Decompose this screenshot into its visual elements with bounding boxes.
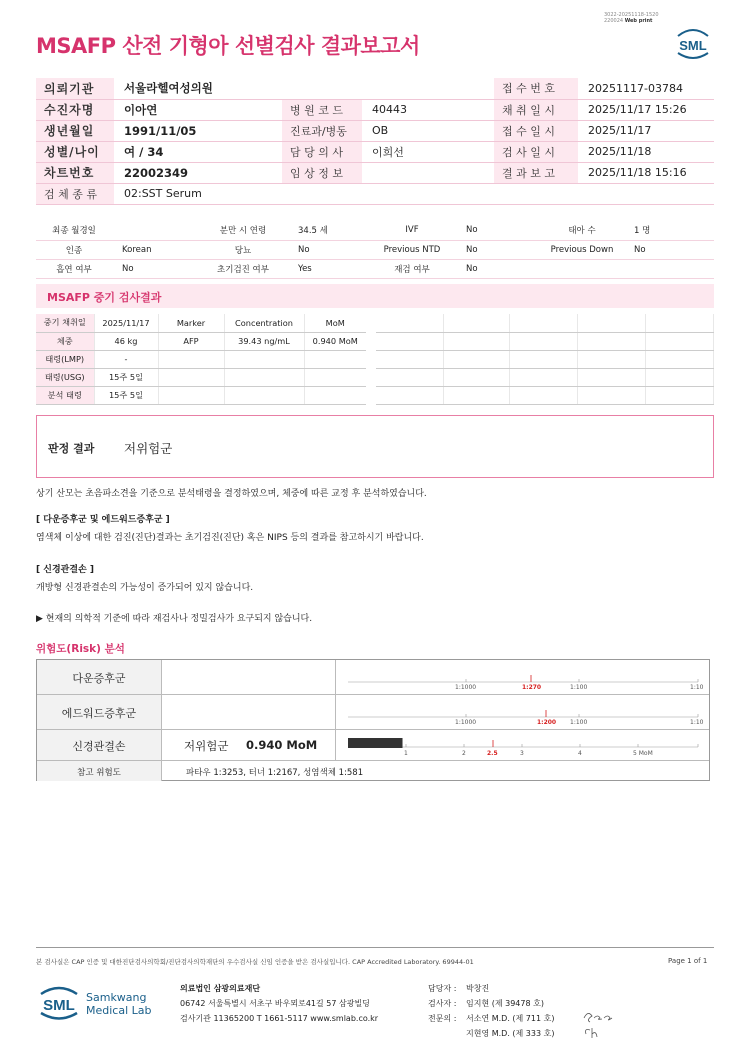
- report-value: 2025/11/18 15:16: [578, 162, 714, 183]
- specimen-value: 02:SST Serum: [114, 183, 714, 204]
- ntd-mom: 0.940 MoM: [246, 738, 318, 752]
- ntd-mom-bar: [348, 738, 403, 748]
- analysis-ga-value: 15주 5일: [94, 386, 158, 404]
- weight-value: 46 kg: [94, 332, 158, 350]
- marker-value: AFP: [158, 332, 224, 350]
- verdict-value: 저위험군: [124, 441, 173, 456]
- page-number: Page 1 of 1: [668, 957, 708, 965]
- samkwang-logo: [36, 982, 82, 1022]
- down-label: 다운증후군: [37, 660, 162, 694]
- edwards-tick-4: 1:10: [690, 719, 704, 726]
- usg-ga-label: 태령(USG): [36, 368, 94, 386]
- collect-label: 채 취 일 시: [494, 99, 578, 120]
- clinical-label: 임 상 정 보: [282, 162, 362, 183]
- specimen-label: 검 체 종 류: [36, 183, 114, 204]
- edwards-risk-scale: [336, 695, 709, 730]
- edwards-tick-1: 1:1000: [455, 719, 477, 726]
- ref-label: 참고 위험도: [37, 761, 162, 781]
- received-label: 접 수 일 시: [494, 120, 578, 141]
- comment-2: 염색체 이상에 대한 검진(진단)결과는 초기검진(진단) 혹은 NIPS 등의 결과를 참고하시기 바랍니다.: [36, 533, 424, 543]
- ivf-label: IVF: [368, 221, 456, 240]
- report-code: 3022-20251118-1520 220024 Web print: [604, 12, 659, 24]
- lab-name: Samkwang Medical Lab: [86, 991, 152, 1017]
- report-title: MSAFP 산전 기형아 선별검사 결과보고서: [36, 34, 420, 58]
- footer-note: 본 검사실은 CAP 인증 및 대한진단검사의학회/진단검사의학재단의 우수검사실 신임 인증을 받은 검사실입니다. CAP Accredited Laboratory. 69944-01: [36, 958, 474, 966]
- lmp-label: 최종 월경일: [36, 221, 112, 240]
- prev-down-value: No: [624, 240, 714, 259]
- edwards-tick-cutoff: 1:200: [537, 719, 557, 726]
- mom-header: MoM: [304, 314, 366, 332]
- dob-value: 1991/11/05: [114, 120, 282, 141]
- ntd-tick-2: 2: [462, 750, 466, 757]
- ntd-tick-cutoff: 2.5: [487, 750, 498, 757]
- concentration-header: Concentration: [224, 314, 304, 332]
- edwards-tick-3: 1:100: [570, 719, 588, 726]
- age-value: 34.5 세: [288, 221, 368, 240]
- retest-label: 재검 여부: [368, 259, 456, 278]
- concentration-value: 39.43 ng/mL: [224, 332, 304, 350]
- footer-divider: [36, 947, 714, 948]
- smoke-value: No: [112, 259, 198, 278]
- prev-down-label: Previous Down: [540, 240, 624, 259]
- prev-ntd-value: No: [456, 240, 540, 259]
- dept-label: 진료과/병동: [282, 120, 362, 141]
- age-label: 분만 시 연령: [198, 221, 288, 240]
- comment-heading-ntd: [ 신경관결손 ]: [36, 565, 94, 575]
- chart-label: 차트번호: [36, 162, 114, 183]
- clinical-info-table: [36, 221, 714, 279]
- usg-ga-value: 15주 5일: [94, 368, 158, 386]
- down-tick-4: 1:10: [690, 684, 704, 691]
- corp-info: 의료법인 삼광의료재단 06742 서울특별시 서초구 바우뫼로41길 57 삼광빌딩 검사기관 11365200 T 1661-5117 www.smlab.co.kr: [180, 984, 379, 1023]
- race-value: Korean: [112, 240, 198, 259]
- mom-value: 0.940 MoM: [304, 332, 366, 350]
- lmp-ga-value: -: [94, 350, 158, 368]
- doctor-value: 이희선: [362, 141, 494, 162]
- verdict-label: 판정 결과: [48, 442, 95, 455]
- tested-value: 2025/11/18: [578, 141, 714, 162]
- patient-label: 수진자명: [36, 99, 114, 120]
- lmp-ga-label: 태령(LMP): [36, 350, 94, 368]
- fetus-label: 태아 수: [540, 221, 624, 240]
- dob-label: 생년월일: [36, 120, 114, 141]
- marker-header: Marker: [158, 314, 224, 332]
- comment-heading-down: [ 다운증후군 및 에드워드증후군 ]: [36, 515, 170, 525]
- doctor-label: 담 당 의 사: [282, 141, 362, 162]
- comment-1: 상기 산모는 초음파소견을 기준으로 분석태령을 결정하였으며, 체중에 따른 교정 후 분석하였습니다.: [36, 489, 427, 499]
- prev-ntd-label: Previous NTD: [368, 240, 456, 259]
- first-exam-value: Yes: [288, 259, 368, 278]
- diabetes-label: 당뇨: [198, 240, 288, 259]
- clinical-value: [362, 162, 494, 183]
- lmp-value: [112, 221, 198, 240]
- svg-text:SML: SML: [43, 997, 75, 1014]
- hospital-code-value: 40443: [362, 99, 494, 120]
- receipt-no-value: 20251117-03784: [578, 78, 714, 99]
- ref-value: 파타우 1:3253, 터너 1:2167, 성염색체 1:581: [186, 768, 364, 778]
- ntd-tick-3: 3: [520, 750, 524, 757]
- signature: [580, 1006, 620, 1042]
- empty-result-grid: [376, 314, 714, 405]
- receipt-no-label: 접 수 번 호: [494, 78, 578, 99]
- risk-row-reference: [37, 761, 709, 781]
- down-tick-3: 1:100: [570, 684, 588, 691]
- down-tick-cutoff: 1:270: [522, 684, 542, 691]
- report-label: 결 과 보 고: [494, 162, 578, 183]
- mid-collect-label: 중기 채취일: [36, 314, 94, 332]
- ntd-tick-4: 4: [578, 750, 582, 757]
- hospital-code-label: 병 원 코 드: [282, 99, 362, 120]
- risk-row-down: [37, 660, 709, 695]
- tested-label: 검 사 일 시: [494, 141, 578, 162]
- ivf-value: No: [456, 221, 540, 240]
- fetus-value: 1 명: [624, 221, 714, 240]
- staff-info: 담당자 : 박창진 검사자 : 임지현 (제 39478 호) 전문의 : 서소연 M.D. (제 711 호) 지현영 M.D. (제 333 호): [428, 984, 555, 1038]
- patient-info-table: [36, 78, 714, 205]
- first-exam-label: 초기검진 여부: [198, 259, 288, 278]
- sex-label: 성별/나이: [36, 141, 114, 162]
- risk-row-edwards: [37, 695, 709, 730]
- ntd-tick-5: 5 MoM: [633, 750, 653, 757]
- down-tick-1: 1:1000: [455, 684, 477, 691]
- analysis-ga-label: 분석 태령: [36, 386, 94, 404]
- ntd-label: 신경관결손: [37, 730, 162, 760]
- race-label: 인종: [36, 240, 112, 259]
- sex-value: 여 / 34: [114, 141, 282, 162]
- ntd-tick-1: 1: [404, 750, 408, 757]
- comment-3: 개방형 신경관결손의 가능성이 증가되어 있지 않습니다.: [36, 583, 254, 593]
- hospital-value: 서울라헬여성의원: [114, 78, 494, 99]
- diabetes-value: No: [288, 240, 368, 259]
- smoke-label: 흡연 여부: [36, 259, 112, 278]
- collect-value: 2025/11/17 15:26: [578, 99, 714, 120]
- chart-value: 22002349: [114, 162, 282, 183]
- hospital-label: 의뢰기관: [36, 78, 114, 99]
- mid-collect-value: 2025/11/17: [94, 314, 158, 332]
- risk-title: 위험도(Risk) 분석: [36, 643, 125, 655]
- section-title: MSAFP 중기 검사결과: [36, 284, 714, 308]
- risk-table: [36, 659, 710, 781]
- sml-logo: [674, 26, 712, 60]
- risk-row-ntd: [37, 730, 709, 761]
- comment-4: ▶ 현재의 의학적 기준에 따라 재검사나 정밀검사가 요구되지 않습니다.: [36, 614, 313, 624]
- mid-result-table: [36, 314, 366, 405]
- retest-value: No: [456, 259, 540, 278]
- dept-value: OB: [362, 120, 494, 141]
- received-value: 2025/11/17: [578, 120, 714, 141]
- ntd-result: 저위험군: [184, 739, 229, 753]
- patient-value: 이아연: [114, 99, 282, 120]
- weight-label: 체중: [36, 332, 94, 350]
- edwards-label: 에드워드증후군: [37, 695, 162, 729]
- svg-text:SML: SML: [679, 38, 707, 53]
